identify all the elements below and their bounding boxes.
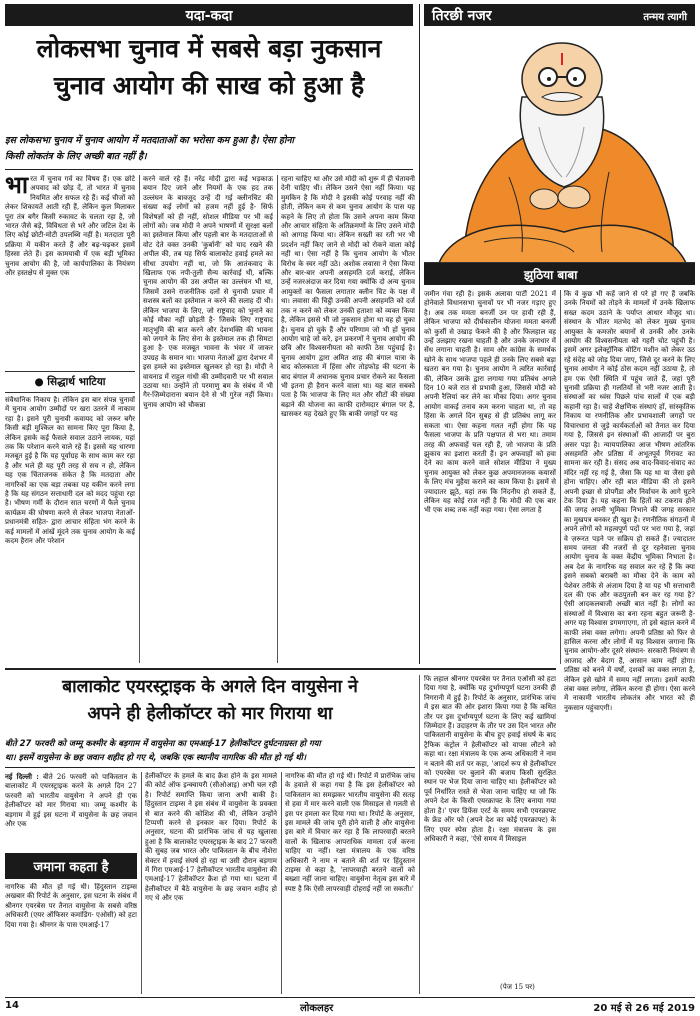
article-col5-text: कि वे कुछ भी कहें जाने से परे हो गए हैं जबकि उनके नियमों को तोड़ने के मामलों में उनके खिलाफ सख्त कदम उठाने के पर्याप्त आधार मौजूद था। संस्थान के भीतर मतभेद को लेकर मुख्य चुनाव आयुक्त के कमजोर बयानों से उनकी और उनके आयोग की विश्वसनीयता को गहरी चोट पहुंची है। इसमें अगर इलेक्ट्रॉनिक वोटिंग मशीन को लेकर उठ रहे संदेह को जोड़ दिया जाए, जिसे दूर करने के लिए चुनाव आयोग ने कोई ठोस कदम नहीं उठाया है, तो हम एक ऐसी स्थिति में पहुंच जाते हैं, जहां पूरी चुनावी प्रक्रिया ही गलतियों से भरी नजर आती है। संस्थाओं का ध्वंस पिछले पांच सालों में एक बड़ी कहानी रहा है। चाहे शैक्षणिक संस्थाएं हों, सांस्कृतिक निकाय या रणनीतिक और प्रभावशाली जगहों पर विचारधारा से जुड़े कार्यकर्ताओं को तैनात कर दिया गया है, जिससे इन संस्थाओं की आजादी पर बुरा असर पड़ा है। न्यायपालिका आज भीषण आंतरिक असहमति और प्रतिष्ठा में अभूतपूर्व गिरावट का सामना कर रही है। संसद अब वाद-विवाद-संवाद का मंदिर नहीं रह गई है, जैसा कि यह था या जैसा इसे होना चाहिए। और रही बात मीडिया की तो इसने अपनी इच्छा से प्रोपगैंडा और निर्वाचन के आगे घुटने टेक दिया है। यह कहना कि हितों का टकराव होने की जगह अपनी भूमिका निभाने की जगह सरकार का मुखपत्र बनकर ही खुश है। रणनीतिक संगठनों में अपने लोगों को महत्वपूर्ण पदों पर भरा गया है, जहां वे ज़रूरत पड़ने पर सक्रिय हो सकते हैं। ज्यादातर समय जनता की नजरों से दूर रहनेवाला चुनाव आयोग चुनाव के वक्त केंद्रीय भूमिका निभाता है। अब देश के नागरिक यह सवाल कर रहे हैं कि क्या इसने सबको बराबरी का मौका देने के काम को पेशेवर तरीके से अंजाम दिया है या यह भी सत्ताधारी दल की एक और कठपुतली बन कर रह गया है? ऐसी आदकलबाजी अच्छी बात नहीं है। लोगों का संस्थाओं में विश्वास का बना रहना बहुत जरूरी है- अगर यह विश्वास डगमगाएगा, तो इसे बहाल करने में काफी लंबा वक्त लगेगा। अपनी प्रतिष्ठा को फिर से हासिल करना और लोगों में यह विश्वास जगाना कि चुनाव आयोग-और दूसरे संस्थान- सरकारी नियंत्रण से आजाद और बेदाग हैं, आसान काम नहीं होगा। प्रतिष्ठा को बनने में वर्षों, दशकों का वक्त लगता है, लेकिन इसे खोने में समय नहीं लगता। इसमें काफी लंबा वक्त लगेगा, लेकिन करना ही होगा। ऐसा करने में नाकामी भारतीय लोकतंत्र और भारत को ही नुकसान पहुंचाएगी।	[564, 290, 695, 712]
baba-cartoon-icon	[424, 27, 695, 263]
bottom-col4: फि लहाल श्रीनगर एयरबेस पर तैनात एओसी को हटा दिया गया है, क्योंकि यह दुर्भाग्यपूर्ण घटना उनकी ही निगरानी में हुई है। रिपोर्ट के अनुसार, प्रारंभिक जांच में इस बात की ओर इशारा किया गया है कि कथित तौर पर इस दुर्भाग्यपूर्ण घटना के लिए कई खामियां जिम्मेदार हैं। उदाहरण के तौर पर उस दिन भारत और पाकिस्तानी वायुसेना के बीच हुए हवाई संघर्ष के बाद ट्रैफिक कंट्रोल ने हेलीकॉप्टर को वापस लौटने को कहा था। रक्षा मंत्रालय के एक अन्य अधिकारी ने नाम न बताने की शर्त पर कहा, 'आदर्श रूप से हेलीकॉप्टर को एयरबेस पर बुलाने की बजाय किसी सुरक्षित स्थान पर भेज दिया जाना चाहिए था। हेलीकॉप्टर को पूर्व निर्धारित रास्ते से भेजा जाना चाहिए था जो कि अपने देश के किसी एयरक्राफ्ट के लिए बनाया गया होता है।' एयर डिफेंस एरर्ट के समय सभी एयरक्राफ्ट के फ्रेंड ऑर फो (अपने देश का कोई एयरक्राफ्ट) के लिए एयर स्पेस होता है। रक्षा मंत्रालय के इस अधिकारी ने कहा, 'ऐसे समय में मिसाइल	[424, 675, 556, 843]
bottom-col3: नागरिक की मौत हो गई थी। रिपोर्ट में प्रारंभिक जांच के हवाले से कहा गया है कि इस हेलीकॉप्टर को पाकिस्तान का समझकर भारतीय वायुसेना की सतह से हवा में मार करने वाली एक मिसाइल से गलती से इस पर हमला कर दिया गया था। रिपोर्ट के अनुसार, इस मामले की जांच पूरी होने वाली है और वायुसेना इस बारे में विचार कर रहा है कि लापरवाही बरतने वालों के खिलाफ आपराधिक मामला दर्ज करना चाहिए या नहीं। रक्षा मंत्रालय के एक वरिष्ठ अधिकारी ने नाम न बताने की शर्त पर हिंदुस्तान टाइम्स से कहा है, 'लापरवाही बरतने वालों को बख्शा नहीं जाना चाहिए। वायुसेना नेतृत्व इस बारे में स्पष्ट है कि ऐसी लापरवाही दोहराई नहीं जा सकती।'	[285, 772, 415, 893]
bottom-col1-text: बीते 26 फरवरी को पाकिस्तान के बालाकोट में एयरस्ट्राइक करने के अगले दिन 27 फरवरी को भारतीय वायुसेना ने अपने ही एक हेलीकॉप्टर को मार गिराया था। जम्मू कश्मीर के बड़गाम में हुई इस घटना में वायुसेना के छह जवान और एक	[5, 773, 137, 829]
jamana-kahta-hai-box	[5, 853, 137, 879]
column-rule	[141, 772, 142, 994]
cartoon-caption: झुठिया बाबा	[524, 268, 578, 282]
main-deck-line1: इस लोकसभा चुनाव में चुनाव आयोग में मतदाताओं का भरोसा कम हुआ है। ऐसा होना	[5, 135, 294, 146]
dropcap: भा	[5, 175, 29, 199]
column-rule	[139, 175, 140, 663]
author-byline	[5, 371, 135, 393]
column-rule	[419, 4, 420, 664]
section-divider	[5, 668, 556, 670]
paper-name: लोकलहर	[300, 1003, 334, 1014]
cartoon-band-title: तिरछी नजर	[432, 8, 492, 24]
article-col1-top-text: रत में चुनाव गर्व का विषय हैं। एक छोटे अपवाद को छोड़ दें, तो भारत में चुनाव नियमित और सफल रहे हैं। कई चीजों को लेकर शिकायतें आती रही हैं, लेकिन कुल मिलाकर पूरा तंत्र बगैर किसी रुकावट के चलता रहा है, जो भारत जैसे बड़े, विविधता से भरे और जटिल देश के लिए कोई छोटी-मोटी उपलब्धि नहीं है। मतदाता पूरी प्रक्रिया में यकीन करते हैं और बढ़-चढ़कर इसमें हिस्सा लेते हैं। इस कामयाबी में एक बड़ी भूमिका चुनाव आयोग की है, जो कार्यपालिका के नियंत्रण और हस्तक्षेप से मुक्त एक	[5, 175, 135, 278]
article-col2: करने वाले रहे हैं। नरेंद्र मोदी द्वारा कई भड़काऊ बयान दिए जाने और नियमों के एक हद तक उल्लंघन के बावजूद उन्हें दी गई क्लीनचिट की संख्या कई लोगों को हजम नहीं हुई है- सिर्फ विशेषज्ञों को ही नहीं, सोशल मीडिया पर भी कई लोगों को। जब मोदी ने अपने भाषणों में सुरक्षा बलों का इस्तेमाल किया और पहली बार के मतदाताओं से वोट देते वक्त उनकी 'कुर्बानी' को याद रखने की अपील की, तब यह सिर्फ बालाकोट हवाई हमले का सीधा उपयोग नहीं था, जो कि आतंकवाद के खिलाफ एक नपी-तुली सैन्य कार्रवाई थी, बल्कि चुनाव आयोग की उस अपील का उल्लंघन भी था, जिसमें उसने राजनीतिक दलों से चुनावी प्रचार में सशस्त्र बलों का इस्तेमाल न करने की सलाह दी थी। लेकिन भाजपा के लिए, जो राष्ट्रवाद को भुनाने का कोई मौका नहीं छोड़ती है- जिसके लिए राष्ट्रवाद मातृभूमि की बात करने और देशभक्ति की भावना को जगाने के लिए सेना के इस्तेमाल तक ही सिमटा हुआ है- एक मजबूत भावना के भंवर में जाकर उपग्रह के समान था। भाजपा नेताओं द्वारा देशभर में इस हमले का इस्तेमाल खुलकर हो रहा है। मोदी ने वायनाड में राहुल गांधी की उम्मीदवारी पर भी सवाल उठाया था। उन्होंने तो परमाणु बम के संबंध में भी गैर-जिम्मेदाराना बयान देने से भी गुरेज नहीं किया। चुनाव आयोग को चौकन्ना	[143, 175, 273, 409]
deck-rule	[5, 169, 413, 170]
cartoon-illustration	[424, 27, 695, 263]
bottom-col1-continued: नागरिक की मौत हो गई थी। हिंदुस्तान टाइम्स अखबार की रिपोर्ट के अनुसार, इस घटना के संबंध में श्रीनगर एयरबेस पर तैनात वायुसेना के सबसे वरिष्ठ अधिकारी (एयर ऑफिसर कमांडिंग- एओसी) को हटा दिया गया है। श्रीनगर के पास एमआई-17	[5, 883, 137, 929]
dateline: नई दिल्ली :	[5, 772, 39, 781]
main-deck-line2: किसी लोकतंत्र के लिए अच्छी बात नहीं है।	[5, 151, 147, 162]
bottom-deck-line1: बीते 27 फरवरी को जम्मू कश्मीर के बड़गाम में वायुसेना का एमआई-17 हेलीकॉप्टर दुर्घटनाग्रस्त हो गया	[5, 738, 321, 748]
author-bullet-icon: ●	[34, 376, 48, 388]
cartoon-band	[424, 4, 695, 26]
footer-rule	[5, 997, 695, 998]
bottom-deck-rule	[5, 767, 415, 768]
cartoonist-name: तन्मय त्यागी	[643, 12, 687, 23]
main-headline-line1: लोकसभा चुनाव में सबसे बड़ा नुकसान	[36, 34, 382, 63]
bottom-col2: हेलीकॉप्टर के हमले के बाद क्रैश होने के इस मामले की कोर्ट ऑफ इन्क्वायरी (सीओआइ) अभी चल रही है। रिपोर्ट समाप्ति किया जाना अभी बाकी है। हिंदुस्तान टाइम्स ने इस संबंध में वायुसेना के प्रवक्ता से बात करने की कोशिश की थी, लेकिन उन्होंने टिप्पणी करने से इनकार कर दिया। रिपोर्ट के अनुसार, घटना की प्रारंभिक जांच से यह खुलासा हुआ है कि बालाकोट एयरस्ट्राइक के बाद 27 फरवरी की सुबह जब भारत और पाकिस्तान के बीच नौशेरा सेक्टर में हवाई संघर्ष हो रहा था उसी दौरान बड़गाम में गिरा एमआई-17 हेलीकॉप्टर भारतीय वायुसेना की एमआई-17 हेलीकॉप्टर क्रैश हो गया था। घटना में हेलीकॉप्टर में बैठे वायुसेना के छह जवान शहीद हो गए थे और एक	[145, 772, 277, 903]
column-rule	[281, 772, 282, 994]
page-number: 14	[5, 1000, 19, 1011]
bottom-deck-line2: था। इसमें वायुसेना के छह जवान शहीद हो गए थे, जबकि एक स्थानीय नागरिक की मौत हो गई थी।	[5, 752, 307, 762]
bottom-headline-line1: बालाकोट एयरस्ट्राइक के अगले दिन वायुसेना ने	[62, 677, 358, 697]
article-col1-top	[5, 175, 135, 367]
bottom-col1	[5, 772, 137, 848]
main-headline-line2: चुनाव आयोग की साख को हुआ है	[53, 71, 365, 100]
issue-date: 20 मई से 26 मई 2019	[593, 1003, 695, 1014]
bottom-headline-line2: अपने ही हेलीकॉप्टर को मार गिराया था	[87, 704, 333, 724]
continued-note: (पेज 15 पर)	[500, 983, 535, 991]
article-col3: रहना चाहिए था और उसे मोदी को शुरू में ही चेतावनी देनी चाहिए थी। लेकिन उसने ऐसा नहीं किया। यह मुमकिन है कि मोदी ने इसकी कोई परवाह नहीं की होती, लेकिन कम से कम चुनाव आयोग के पास यह कहने के लिए तो होता कि उसने अपना काम किया और आचार संहिता के अतिक्रमणों के लिए उसने मोदी को आगाह किया था। लेकिन सख्ती का रती भर भी प्रदर्शन नहीं किए जाने से मोदी को रोकने वाला कोई नहीं था। ऐसा नहीं है कि चुनाव आयोग के भीतर विरोध के स्वर नहीं उठे। अशोक लवासा ने ऐसा किया और बार-बार अपनी असहमति दर्ज कराई, लेकिन उन्हें नजरअंदाज कर दिया गया क्योंकि दो अन्य चुनाव आयुक्तों का फैसला लगातार क्लीन चिट के पक्ष में था। लवासा की चिट्ठी उनकी अपनी असहमति को दर्ज तक न करने को लेकर उनकी हताशा को व्यक्त किया है, लेकिन इससे भी जो नुकसान होना था वह हो चुका है। चुनाव हो चुके हैं और परिणाम जो भी हों चुनाव आयोग चाहे जो करे, इन प्रकरणों ने चुनाव आयोग की छवि और विश्वसनीयता को काफी ठेस पहुंचाई है। चुनाव आयोग द्वारा अमित शाह की बंगाल यात्रा के बाद कोलकाता में हिंसा और तोड़फोड़ की घटना के बाद बंगाल में अचानक चुनाव प्रचार रोकने का फैसला भी इतना ही हैरान करने वाला था। यह बात सबको पता है कि भाजपा के लिए मत और सीटों की संख्या बढ़ाने की योजना का काफी दारोमदार बंगाल पर है, खासकर यह देखते हुए कि बाकी जगहों पर यह	[281, 175, 415, 419]
column-rule	[419, 675, 420, 994]
cartoon-caption-box	[424, 263, 695, 285]
author-name: सिद्धार्थ भाटिया	[47, 376, 106, 388]
column-rule	[277, 175, 278, 663]
column-rule	[560, 290, 561, 664]
section-band-yada-kada	[5, 4, 413, 26]
article-col4: जमीन गंवा रही है। इसके अलावा पार्टी 2021 में होनेवाले विधानसभा चुनावों पर भी नजर गड़ाए हुए है। अब तक ममता बनर्जी उन पर हावी रही हैं, लेकिन भाजपा को दीर्घकालीन योजना ममता बनर्जी को कुर्सी से उखाड़ फेंकने की है और फिलहाल वह उन्हें उलझाए रखना चाहती है और उनके जनाधार में सेंध लगाना चाहती है। साम और कांग्रेस के समर्थक खोने के साथ भाजपा पहले ही उनके लिए सबसे बड़ा खतरा बन गया है। चुनाव आयोग ने त्वरित कार्रवाई की, लेकिन उसके द्वारा लगाया गया प्रतिबंध अगले दिन 10 बजे रात से प्रभावी हुआ, जिससे मोदी को अपनी रैलियां कर लेने का मौका दिया। अगर चुनाव आयोग वाकई तनाव कम करना चाहता था, तो वह हिंसा के अगले दिन सुबह से ही प्रतिबंध लागू कर सकता था। ऐसा कहना गलत नहीं होगा कि यह फैसला भाजपा के प्रति पक्षपात से भरा था। तमाम तरह की अफवाहें चल रही हैं, जो भाजपा के प्रति झुकाव का इशारा करती हैं। इन अफवाहों को हवा देने का काम करने वाले सोशल मीडिया ने मुख्य चुनाव आयुक्त को लेकर कुछ अपमानजनक कयासों के लिए मंच मुहैया कराने का काम किया है। इसमें से ज्यादातर झूठे, यहां तक कि निंदनीय हो सकते हैं, लेकिन यह कोई राज नहीं है कि मोदी की एक बार भी एक शब्द तक नहीं कहा गया। ऐसा लगता है	[424, 290, 556, 515]
box-title: जमाना कहता है	[33, 860, 109, 875]
section-band-label: यदा-कदा	[185, 8, 233, 24]
article-col1-bottom: संवैधानिक निकाय है। लेकिन इस बार संपन्न चुनावों में चुनाव आयोग उम्मीदों पर खरा उतरने में नाकाम रहा है। इसने पूरी चुनावी कवायद को जरूर बगैर किसी बड़ी मुश्किल का सामना किए पूरा किया है, लेकिन इसके कई फैसले सवाल उठाने लायक, यहां तक कि परेशान करने वाले रहे हैं। इससे यह धारणा मजबूत हुई है कि यह पूर्वाग्रह के साथ काम कर रहा है और भले ही यह पूरी तरह से सच न हो, लेकिन यह एक चिंताजनक संकेत है कि मतदाता और नागरिकों का एक बड़ा तबका यह यकीन करने लगा है कि यह संगठन सत्ताधारी दल को मदद पहुंचा रहा है। भीषण गर्मी के दौरान सात चरणों में फैले चुनाव कार्यक्रम की घोषणा करने से लेकर भाजपा नेताओं- प्रधानमंत्री सहित- द्वारा आचार संहिता भंग करने के कई मामलों में आंखें मूंदने तक चुनाव आयोग के कई कदम हैरान और परेशान	[5, 396, 135, 546]
